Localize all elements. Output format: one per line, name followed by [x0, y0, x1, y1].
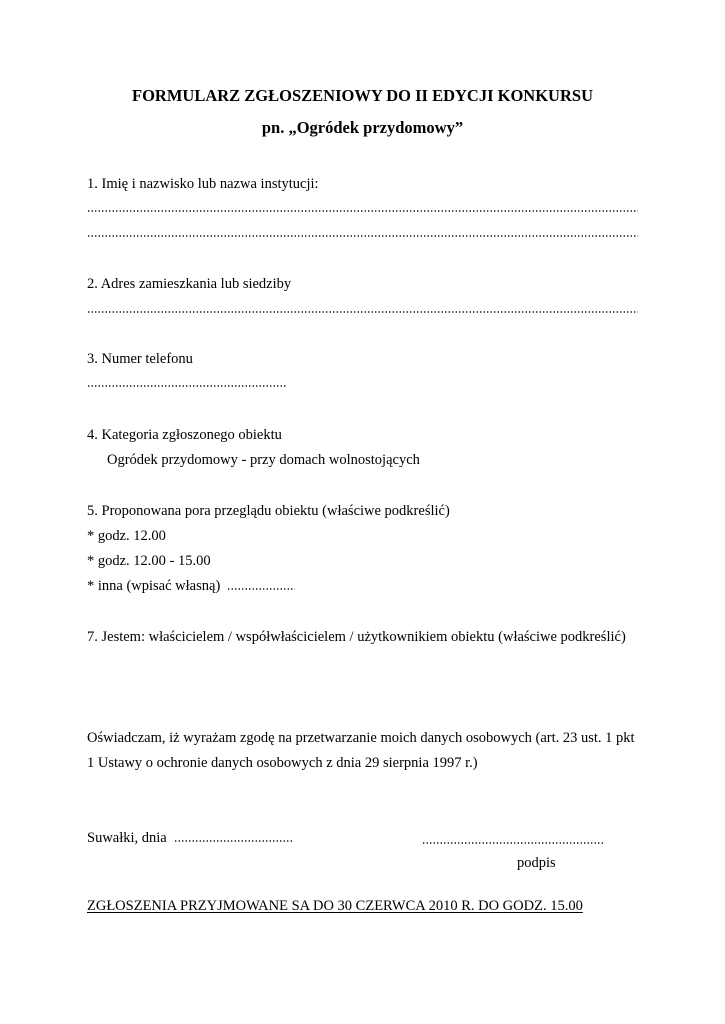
signature-label: podpis [517, 855, 556, 871]
address-fill-line[interactable] [87, 311, 638, 313]
signature-fill-line[interactable] [422, 842, 603, 844]
time-option-2[interactable]: * godz. 12.00 - 15.00 [87, 553, 211, 569]
deadline-notice: ZGŁOSZENIA PRZYJMOWANE SA DO 30 CZERWCA 2010 R. DO GODZ. 15.00 [87, 898, 583, 914]
category-label: 4. Kategoria zgłoszonego obiektu [87, 427, 282, 443]
date-fill-line[interactable] [174, 840, 292, 842]
role-label[interactable]: 7. Jestem: właścicielem / współwłaścicielem / użytkownikiem obiektu (właściwe podkreślić) [87, 629, 626, 645]
time-label: 5. Proponowana pora przeglądu obiektu (właściwe podkreślić) [87, 503, 450, 519]
place-date-row [87, 829, 292, 847]
phone-fill-line[interactable] [87, 385, 287, 387]
name-label: 1. Imię i nazwisko lub nazwa instytucji: [87, 176, 319, 192]
form-subtitle: pn. „Ogródek przydomowy” [261, 118, 464, 137]
consent-line-1: Oświadczam, iż wyrażam zgodę na przetwarzanie moich danych osobowych (art. 23 ust. 1 pkt [87, 730, 635, 746]
form-title: FORMULARZ ZGŁOSZENIOWY DO II EDYCJI KONKURSU [132, 86, 593, 105]
phone-label: 3. Numer telefonu [87, 351, 193, 367]
name-fill-line-2[interactable] [87, 235, 638, 237]
category-value: Ogródek przydomowy - przy domach wolnostojących [107, 452, 420, 468]
name-fill-line-1[interactable] [87, 210, 638, 212]
consent-line-2: 1 Ustawy o ochronie danych osobowych z dnia 29 sierpnia 1997 r.) [87, 755, 478, 771]
time-other-fill-line[interactable] [227, 588, 295, 590]
time-option-1[interactable]: * godz. 12.00 [87, 528, 166, 544]
time-option-3-label: * inna (wpisać własną) [87, 578, 221, 594]
address-label: 2. Adres zamieszkania lub siedziby [87, 276, 292, 292]
time-option-3[interactable] [87, 577, 295, 595]
place-date-label: Suwałki, dnia [87, 830, 167, 846]
